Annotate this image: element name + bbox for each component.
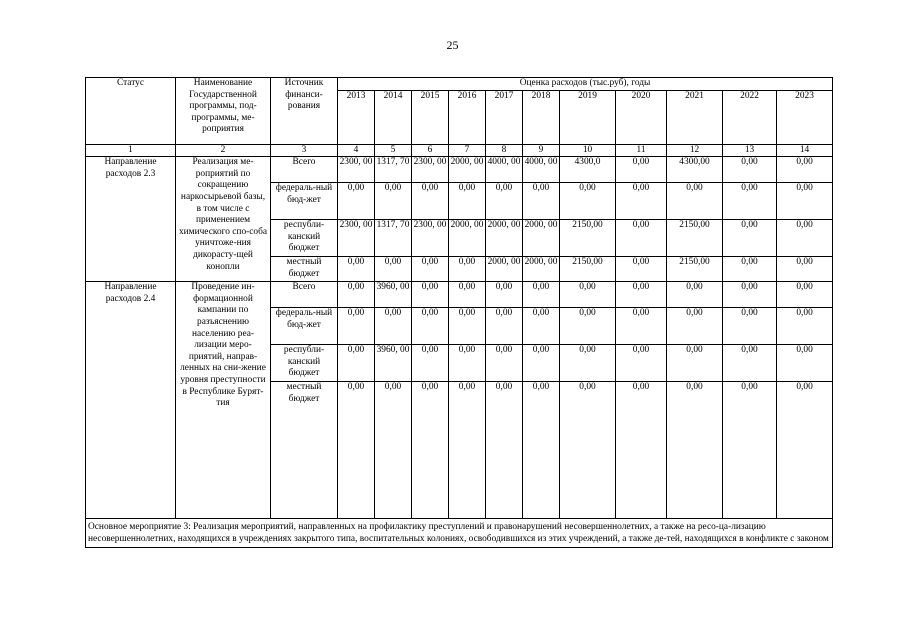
value-cell: 0,00 <box>523 345 560 382</box>
value-cell: 0,00 <box>449 282 486 308</box>
value-cell: 0,00 <box>723 183 777 220</box>
value-cell: 0,00 <box>723 220 777 257</box>
column-number-cell: 7 <box>449 144 486 157</box>
column-number-cell: 14 <box>777 144 833 157</box>
column-number-cell: 5 <box>375 144 412 157</box>
value-cell: 2150,00 <box>667 220 723 257</box>
header-source: Источник финанси-рования <box>271 78 338 145</box>
column-number-cell: 11 <box>616 144 667 157</box>
year-cell: 2019 <box>560 90 616 144</box>
footer-note: Основное мероприятие 3: Реализация мероприятий, направленных на профилактику преступлений и правонарушений несовершеннолетних, а также на ресо-ца-лизацию несовершеннолетних, находящихся в учреждениях закрытого типа, воспитательных колониях, освободившихся из этих учреждений, а также де-тей, находящихся в конфликте с законом <box>86 519 833 548</box>
value-cell: 0,00 <box>523 183 560 220</box>
value-cell: 4000, 00 <box>523 157 560 183</box>
header-row <box>86 78 833 91</box>
measure-name-cell: Проведение ин-формационной кампании по разъяснению населению реа-лизации меро-приятий, направ-ленных на сни-жение уровня преступности в Республике Бурят-тия <box>176 282 271 519</box>
funding-source-cell: республи-канский бюджет <box>271 220 338 257</box>
value-cell: 4300,0 <box>560 157 616 183</box>
value-cell: 0,00 <box>667 382 723 519</box>
value-cell: 2300, 00 <box>412 157 449 183</box>
value-cell: 2150,00 <box>560 257 616 282</box>
value-cell: 0,00 <box>486 183 523 220</box>
value-cell: 0,00 <box>777 382 833 519</box>
value-cell: 0,00 <box>560 308 616 345</box>
funding-source-cell: Всего <box>271 157 338 183</box>
year-cell: 2022 <box>723 90 777 144</box>
table-row <box>86 282 833 308</box>
value-cell: 4000, 00 <box>486 157 523 183</box>
header-status: Статус <box>86 78 176 145</box>
value-cell: 0,00 <box>412 308 449 345</box>
value-cell: 0,00 <box>560 282 616 308</box>
value-cell: 0,00 <box>723 282 777 308</box>
value-cell: 0,00 <box>486 382 523 519</box>
value-cell: 0,00 <box>375 183 412 220</box>
year-cell: 2017 <box>486 90 523 144</box>
value-cell: 1317, 70 <box>375 157 412 183</box>
value-cell: 0,00 <box>412 382 449 519</box>
value-cell: 0,00 <box>723 382 777 519</box>
year-cell: 2013 <box>338 90 375 144</box>
value-cell: 0,00 <box>523 382 560 519</box>
table-row <box>86 157 833 183</box>
column-number-cell: 2 <box>176 144 271 157</box>
value-cell: 0,00 <box>375 382 412 519</box>
year-cell: 2014 <box>375 90 412 144</box>
value-cell: 0,00 <box>560 183 616 220</box>
value-cell: 2300, 00 <box>338 220 375 257</box>
column-number-cell: 3 <box>271 144 338 157</box>
value-cell: 2150,00 <box>560 220 616 257</box>
page-number: 25 <box>446 38 459 52</box>
column-number-cell: 1 <box>86 144 176 157</box>
column-numbers-row <box>86 144 833 157</box>
value-cell: 3960, 00 <box>375 282 412 308</box>
value-cell: 0,00 <box>560 345 616 382</box>
value-cell: 0,00 <box>616 345 667 382</box>
value-cell: 0,00 <box>375 308 412 345</box>
column-number-cell: 8 <box>486 144 523 157</box>
value-cell: 0,00 <box>667 345 723 382</box>
value-cell: 0,00 <box>667 183 723 220</box>
funding-source-cell: местный бюджет <box>271 382 338 519</box>
value-cell: 2300, 00 <box>412 220 449 257</box>
value-cell: 2000, 00 <box>486 220 523 257</box>
status-cell: Направление расходов 2.4 <box>86 282 176 519</box>
funding-source-cell: республи-канский бюджет <box>271 345 338 382</box>
value-cell: 0,00 <box>449 345 486 382</box>
funding-source-cell: федераль-ный бюд-жет <box>271 183 338 220</box>
value-cell: 2000, 00 <box>449 220 486 257</box>
value-cell: 2150,00 <box>667 257 723 282</box>
year-cell: 2020 <box>616 90 667 144</box>
funding-source-cell: федераль-ный бюд-жет <box>271 308 338 345</box>
value-cell: 2000, 00 <box>523 220 560 257</box>
budget-table <box>85 77 833 548</box>
value-cell: 0,00 <box>777 257 833 282</box>
year-cell: 2018 <box>523 90 560 144</box>
value-cell: 0,00 <box>375 257 412 282</box>
value-cell: 2000, 00 <box>523 257 560 282</box>
header-name: Наименование Государственной программы, под-программы, ме-роприятия <box>176 78 271 145</box>
value-cell: 0,00 <box>723 345 777 382</box>
value-cell: 0,00 <box>777 220 833 257</box>
value-cell: 0,00 <box>412 282 449 308</box>
status-cell: Направление расходов 2.3 <box>86 157 176 282</box>
value-cell: 0,00 <box>777 183 833 220</box>
column-number-cell: 4 <box>338 144 375 157</box>
value-cell: 4300,00 <box>667 157 723 183</box>
year-cell: 2016 <box>449 90 486 144</box>
value-cell: 0,00 <box>667 308 723 345</box>
value-cell: 0,00 <box>723 308 777 345</box>
value-cell: 0,00 <box>412 257 449 282</box>
value-cell: 0,00 <box>777 345 833 382</box>
value-cell: 0,00 <box>338 382 375 519</box>
value-cell: 0,00 <box>412 183 449 220</box>
value-cell: 1317, 70 <box>375 220 412 257</box>
value-cell: 0,00 <box>338 257 375 282</box>
value-cell: 0,00 <box>667 282 723 308</box>
value-cell: 0,00 <box>449 308 486 345</box>
value-cell: 0,00 <box>412 345 449 382</box>
value-cell: 3960, 00 <box>375 345 412 382</box>
value-cell: 0,00 <box>523 282 560 308</box>
column-number-cell: 13 <box>723 144 777 157</box>
value-cell: 0,00 <box>486 282 523 308</box>
year-cell: 2023 <box>777 90 833 144</box>
value-cell: 2000, 00 <box>486 257 523 282</box>
value-cell: 0,00 <box>338 345 375 382</box>
value-cell: 0,00 <box>449 183 486 220</box>
value-cell: 0,00 <box>616 257 667 282</box>
funding-source-cell: местный бюджет <box>271 257 338 282</box>
value-cell: 0,00 <box>616 157 667 183</box>
value-cell: 0,00 <box>777 282 833 308</box>
value-cell: 0,00 <box>616 183 667 220</box>
column-number-cell: 6 <box>412 144 449 157</box>
column-number-cell: 10 <box>560 144 616 157</box>
value-cell: 0,00 <box>723 257 777 282</box>
value-cell: 0,00 <box>616 282 667 308</box>
value-cell: 0,00 <box>338 183 375 220</box>
value-cell: 0,00 <box>616 308 667 345</box>
header-estimate: Оценка расходов (тыс.руб), годы <box>338 78 833 91</box>
year-cell: 2021 <box>667 90 723 144</box>
funding-source-cell: Всего <box>271 282 338 308</box>
measure-name-cell: Реализация ме-роприятий по сокращению наркосырьевой базы, в том числе с применением химического спо-соба уничтоже-ния дикорасту-щей конопли <box>176 157 271 282</box>
column-number-cell: 12 <box>667 144 723 157</box>
value-cell: 0,00 <box>616 382 667 519</box>
value-cell: 0,00 <box>338 308 375 345</box>
value-cell: 0,00 <box>523 308 560 345</box>
value-cell: 0,00 <box>449 382 486 519</box>
value-cell: 2300, 00 <box>338 157 375 183</box>
value-cell: 0,00 <box>338 282 375 308</box>
value-cell: 0,00 <box>486 308 523 345</box>
footer-row <box>86 519 833 548</box>
value-cell: 0,00 <box>560 382 616 519</box>
value-cell: 0,00 <box>616 220 667 257</box>
value-cell: 0,00 <box>777 157 833 183</box>
value-cell: 2000, 00 <box>449 157 486 183</box>
year-cell: 2015 <box>412 90 449 144</box>
value-cell: 0,00 <box>486 345 523 382</box>
column-number-cell: 9 <box>523 144 560 157</box>
value-cell: 0,00 <box>777 308 833 345</box>
value-cell: 0,00 <box>449 257 486 282</box>
value-cell: 0,00 <box>723 157 777 183</box>
